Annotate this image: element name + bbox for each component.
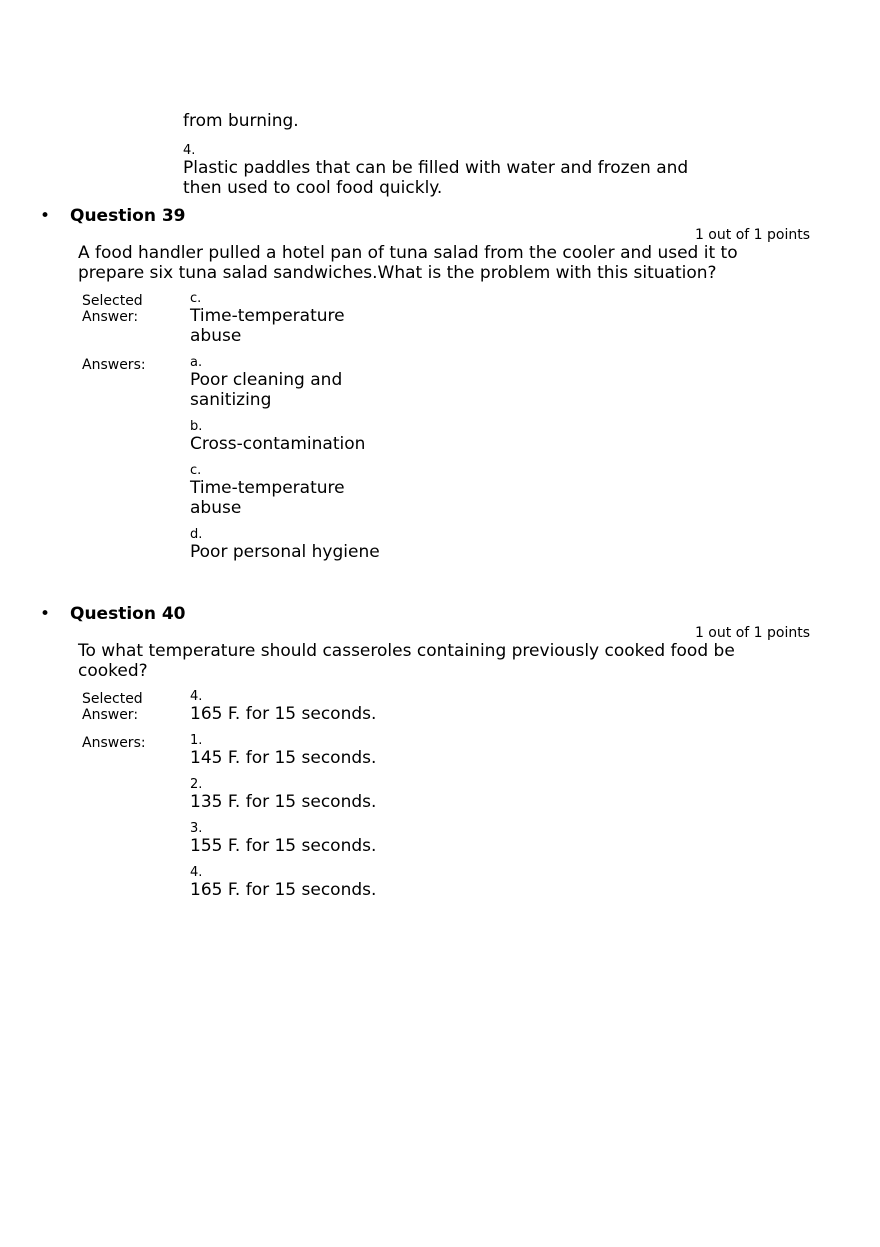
question-points: 1 out of 1 points	[694, 227, 810, 243]
selected-answer-block	[82, 689, 880, 724]
option-letter: 2.	[190, 777, 203, 792]
answers-label: Answers:	[82, 735, 146, 751]
option-text: 155 F. for 15 seconds.	[190, 836, 377, 856]
question-text: A food handler pulled a hotel pan of tuna salad from the cooler and used it to prepare six tuna salad sandwiches.What is the problem with this situation?	[78, 243, 738, 283]
answer-option-b	[190, 419, 390, 454]
answer-option-1	[190, 733, 390, 768]
option-text: Poor cleaning and sanitizing	[190, 370, 343, 410]
question-text: To what temperature should casseroles containing previously cooked food be cooked?	[78, 641, 735, 681]
carryover-text: from burning.	[183, 111, 299, 131]
question-title: Question 39	[70, 206, 186, 226]
option-letter: d.	[190, 527, 203, 542]
option-letter: b.	[190, 419, 203, 434]
answers-block	[82, 733, 880, 900]
option-text: Time-temperature abuse	[190, 478, 345, 518]
question-40	[0, 603, 880, 909]
bullet-icon: •	[40, 604, 51, 624]
selected-answer	[190, 291, 390, 346]
question-header	[0, 603, 880, 625]
option-text: 145 F. for 15 seconds.	[190, 748, 377, 768]
answers-block	[82, 355, 880, 562]
option-text: Cross-contamination	[190, 434, 366, 454]
option-letter: c.	[190, 291, 202, 306]
answer-option-c	[190, 463, 390, 518]
option-text: Plastic paddles that can be filled with water and frozen and then used to cool food quickly.	[183, 158, 689, 198]
answer-option-a	[190, 355, 390, 410]
selected-answer-block	[82, 291, 880, 346]
option-letter: 4.	[183, 143, 196, 158]
selected-answer-label: Selected Answer:	[82, 293, 143, 325]
previous-question-carryover	[183, 111, 723, 198]
answer-option-d	[190, 527, 390, 562]
question-points: 1 out of 1 points	[694, 625, 810, 641]
selected-answer-label: Selected Answer:	[82, 691, 143, 723]
option-text: Poor personal hygiene	[190, 542, 380, 562]
option-letter: 4.	[190, 689, 203, 704]
option-text: Time-temperature abuse	[190, 306, 345, 346]
answers-label: Answers:	[82, 357, 146, 373]
option-letter: 1.	[190, 733, 203, 748]
question-title: Question 40	[70, 604, 186, 624]
selected-answer	[190, 689, 390, 724]
option-text: 135 F. for 15 seconds.	[190, 792, 377, 812]
option-letter: c.	[190, 463, 202, 478]
option-letter: a.	[190, 355, 203, 370]
answer-option-2	[190, 777, 390, 812]
answer-option-4	[190, 865, 390, 900]
bullet-icon: •	[40, 206, 51, 226]
answer-option-3	[190, 821, 390, 856]
option-text: 165 F. for 15 seconds.	[190, 880, 377, 900]
question-header	[0, 205, 880, 227]
option-letter: 4.	[190, 865, 203, 880]
option-text: 165 F. for 15 seconds.	[190, 704, 377, 724]
option-letter: 3.	[190, 821, 203, 836]
carryover-option	[183, 143, 723, 198]
question-39	[0, 205, 880, 571]
